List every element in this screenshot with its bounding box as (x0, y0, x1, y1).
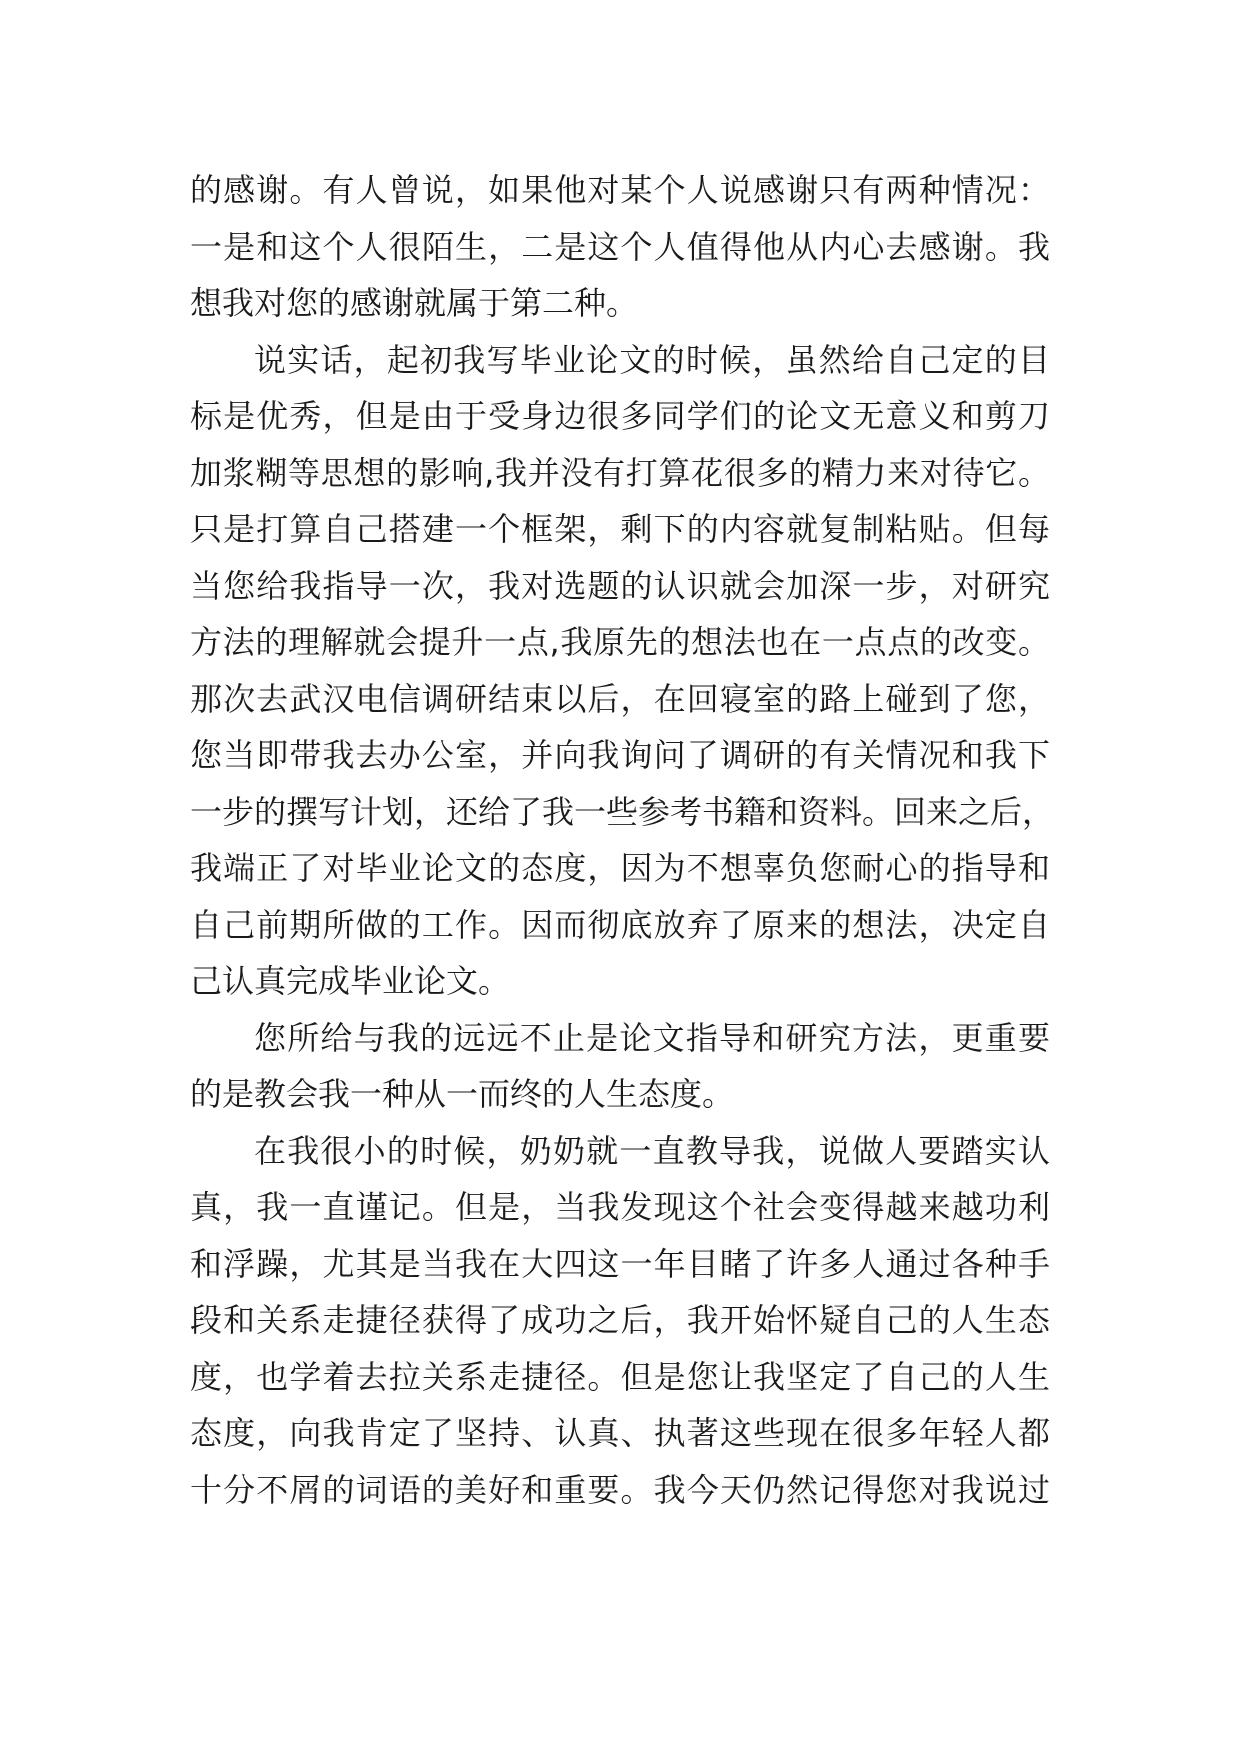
text-line: 段和关系走捷径获得了成功之后，我开始怀疑自己的人生态 (190, 1301, 1050, 1339)
text-line: 的是教会我一种从一而终的人生态度。 (190, 1075, 735, 1113)
text-line: 一是和这个人很陌生，二是这个人值得他从内心去感谢。我 (190, 227, 1050, 266)
text-line: 十分不屑的词语的美好和重要。我今天仍然记得您对我说过 (190, 1470, 1050, 1509)
paragraph (190, 162, 1050, 332)
text-line: 加浆糊等思想的影响,我并没有打算花很多的精力来对待它。 (190, 453, 1050, 492)
text-line: 只是打算自己搭建一个框架，剩下的内容就复制粘贴。但每 (190, 510, 1050, 548)
text-line: 当您给我指导一次，我对选题的认识就会加深一步，对研究 (190, 566, 1050, 605)
text-line: 度，也学着去拉关系走捷径。但是您让我坚定了自己的人生 (190, 1357, 1050, 1396)
text-line: 方法的理解就会提升一点,我原先的想法也在一点点的改变。 (190, 623, 1050, 661)
text-line: 己认真完成毕业论文。 (190, 962, 511, 1000)
text-line: 那次去武汉电信调研结束以后，在回寝室的路上碰到了您， (190, 679, 1050, 718)
paragraph (190, 332, 1055, 1010)
text-line: 自己前期所做的工作。因而彻底放弃了原来的想法，决定自 (190, 905, 1050, 944)
paragraph (190, 1123, 1050, 1519)
body-text (190, 162, 1055, 1518)
text-line: 说实话，起初我写毕业论文的时候，虽然给自己定的目 (254, 340, 1050, 379)
text-line: 您当即带我去办公室，并向我询问了调研的有关情况和我下 (190, 736, 1050, 774)
text-line: 在我很小的时候，奶奶就一直教导我，说做人要踏实认 (254, 1131, 1050, 1170)
text-line: 我端正了对毕业论文的态度，因为不想辜负您耐心的指导和 (190, 849, 1050, 887)
text-line: 态度，向我肯定了坚持、认真、执著这些现在很多年轻人都 (190, 1414, 1050, 1452)
text-line: 真，我一直谨记。但是，当我发现这个社会变得越来越功利 (190, 1188, 1050, 1226)
text-line: 和浮躁，尤其是当我在大四这一年目睹了许多人通过各种手 (190, 1244, 1050, 1283)
text-line: 您所给与我的远远不止是论文指导和研究方法，更重要 (254, 1018, 1050, 1057)
text-line: 的感谢。有人曾说，如果他对某个人说感谢只有两种情况： (190, 171, 1050, 209)
text-line: 想我对您的感谢就属于第二种。 (190, 284, 639, 322)
paragraph (190, 1010, 1050, 1123)
text-line: 标是优秀，但是由于受身边很多同学们的论文无意义和剪刀 (190, 397, 1050, 435)
text-line: 一步的撰写计划，还给了我一些参考书籍和资料。回来之后， (190, 792, 1055, 831)
